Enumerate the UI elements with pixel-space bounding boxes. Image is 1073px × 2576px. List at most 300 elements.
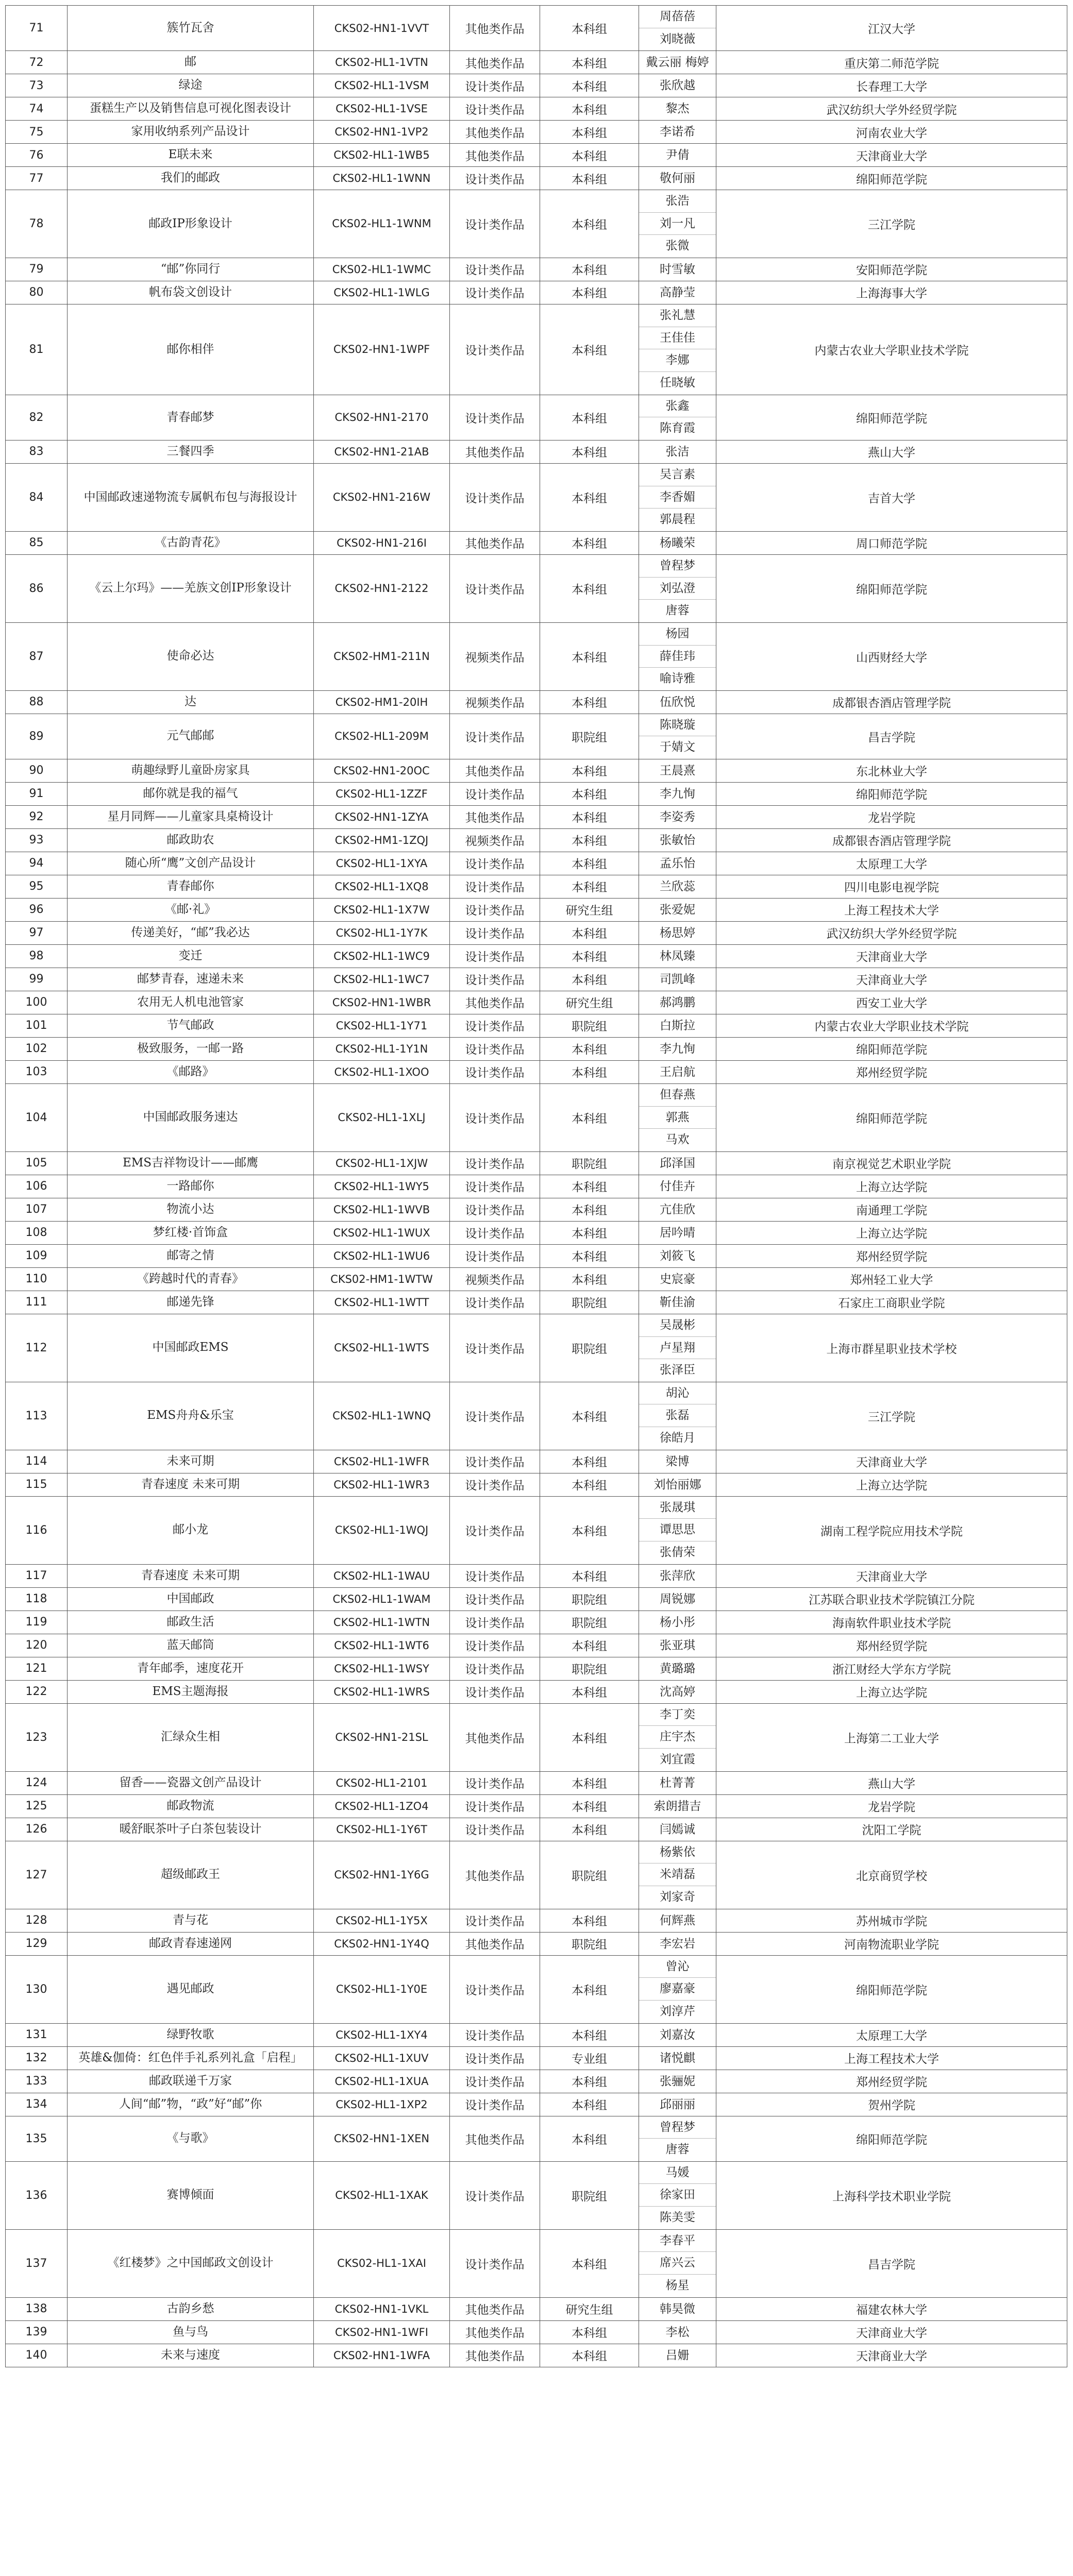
- work-title: 萌趣绿野儿童卧房家具: [68, 759, 314, 782]
- author-name: 何辉燕: [660, 1913, 695, 1927]
- table-row: [6, 1175, 1067, 1198]
- work-category: 设计类作品: [450, 1450, 540, 1473]
- work-code: CKS02-HL1-1WB5: [314, 144, 450, 167]
- work-title: 随心所“鹰”文创产品设计: [68, 852, 314, 875]
- work-code: CKS02-HL1-1Y6T: [314, 1818, 450, 1841]
- table-row: [6, 144, 1067, 167]
- author-list: [639, 805, 716, 828]
- work-code: CKS02-HN1-216I: [314, 531, 450, 554]
- author-list: [639, 97, 716, 121]
- work-title: 中国邮政服务速达: [68, 1083, 314, 1151]
- author-list: [639, 782, 716, 805]
- table-row: [6, 944, 1067, 968]
- work-title: 青春邮梦: [68, 395, 314, 440]
- author-name: 刘怡丽娜: [653, 1478, 701, 1492]
- entry-group: 研究生组: [540, 2297, 639, 2320]
- row-number: 139: [6, 2320, 68, 2344]
- school-name: 郑州经贸学院: [716, 1634, 1067, 1657]
- row-number: 135: [6, 2116, 68, 2161]
- entry-group: 本科组: [540, 1564, 639, 1587]
- work-category: 设计类作品: [450, 554, 540, 622]
- work-category: 设计类作品: [450, 1175, 540, 1198]
- table-row: [6, 395, 1067, 440]
- entry-group: 本科组: [540, 281, 639, 304]
- row-number: 74: [6, 97, 68, 121]
- row-number: 134: [6, 2093, 68, 2116]
- entry-group: 本科组: [540, 74, 639, 97]
- work-category: 设计类作品: [450, 395, 540, 440]
- author-name: 王晨熹: [660, 764, 695, 777]
- work-category: 设计类作品: [450, 2046, 540, 2070]
- work-title: 邮梦青春，速递未来: [68, 968, 314, 991]
- author-list: [639, 2229, 716, 2297]
- author-list: [639, 690, 716, 714]
- work-title: 《与歌》: [68, 2116, 314, 2161]
- school-name: 长春理工大学: [716, 74, 1067, 97]
- row-number: 97: [6, 921, 68, 944]
- row-number: 123: [6, 1703, 68, 1771]
- author-list: [639, 1473, 716, 1496]
- author-list: [639, 1634, 716, 1657]
- school-name: 上海工程技术大学: [716, 898, 1067, 921]
- school-name: 郑州经贸学院: [716, 2070, 1067, 2093]
- author-name: 薛佳玮: [639, 646, 716, 668]
- work-code: CKS02-HL1-1XLJ: [314, 1083, 450, 1151]
- work-title: 达: [68, 690, 314, 714]
- author-list: [639, 1037, 716, 1060]
- work-code: CKS02-HN1-1Y4Q: [314, 1932, 450, 1955]
- author-name: 梁博: [665, 1454, 690, 1468]
- author-list: [639, 2070, 716, 2093]
- school-name: 上海科学技术职业学院: [716, 2161, 1067, 2229]
- table-row: [6, 1611, 1067, 1634]
- school-name: 苏州城市学院: [716, 1909, 1067, 1932]
- row-number: 110: [6, 1267, 68, 1291]
- table-row: [6, 2320, 1067, 2344]
- work-category: 设计类作品: [450, 1198, 540, 1221]
- entry-group: 职院组: [540, 1587, 639, 1611]
- row-number: 136: [6, 2161, 68, 2229]
- work-category: 视频类作品: [450, 1267, 540, 1291]
- work-title: 未来可期: [68, 1450, 314, 1473]
- author-list: [639, 531, 716, 554]
- school-name: 绵阳师范学院: [716, 782, 1067, 805]
- author-list: [639, 190, 716, 258]
- entry-group: 本科组: [540, 2320, 639, 2344]
- work-title: 蓝天邮筒: [68, 1634, 314, 1657]
- row-number: 82: [6, 395, 68, 440]
- entry-group: 职院组: [540, 1657, 639, 1680]
- work-code: CKS02-HM1-1ZQJ: [314, 828, 450, 852]
- author-name: 曾程梦: [639, 2116, 716, 2139]
- table-row: [6, 875, 1067, 898]
- author-name: 兰欣蕊: [660, 879, 695, 893]
- table-row: [6, 531, 1067, 554]
- row-number: 118: [6, 1587, 68, 1611]
- entry-group: 本科组: [540, 805, 639, 828]
- work-code: CKS02-HL1-1WNM: [314, 190, 450, 258]
- author-list: [639, 898, 716, 921]
- school-name: 上海立达学院: [716, 1221, 1067, 1244]
- author-name: 张亚琪: [660, 1638, 695, 1652]
- author-list: [639, 1244, 716, 1267]
- work-title: 星月同辉——儿童家具桌椅设计: [68, 805, 314, 828]
- author-name: 于婧文: [660, 740, 695, 754]
- school-name: 江汉大学: [716, 6, 1067, 51]
- author-list: [639, 2344, 716, 2367]
- author-list: [639, 1382, 716, 1450]
- work-code: CKS02-HL1-1VSE: [314, 97, 450, 121]
- author-name: 张鑫: [639, 395, 716, 418]
- work-title: 一路邮你: [68, 1175, 314, 1198]
- work-title: 物流小达: [68, 1198, 314, 1221]
- school-name: 沈阳工学院: [716, 1818, 1067, 1841]
- table-row: [6, 1382, 1067, 1450]
- work-category: 设计类作品: [450, 1083, 540, 1151]
- author-name: 司凯峰: [660, 972, 695, 986]
- entry-group: 本科组: [540, 782, 639, 805]
- entry-group: 本科组: [540, 440, 639, 463]
- work-title: 古韵乡愁: [68, 2297, 314, 2320]
- row-number: 117: [6, 1564, 68, 1587]
- work-code: CKS02-HN1-1VP2: [314, 121, 450, 144]
- work-code: CKS02-HN1-1WFA: [314, 2344, 450, 2367]
- author-list: [639, 1680, 716, 1703]
- row-number: 93: [6, 828, 68, 852]
- work-category: 设计类作品: [450, 1909, 540, 1932]
- work-title: 《云上尔玛》——羌族文创IP形象设计: [68, 554, 314, 622]
- entry-group: 本科组: [540, 1382, 639, 1450]
- row-number: 106: [6, 1175, 68, 1198]
- work-code: CKS02-HL1-1WU6: [314, 1244, 450, 1267]
- school-name: 武汉纺织大学外经贸学院: [716, 921, 1067, 944]
- work-title: 邮小龙: [68, 1496, 314, 1564]
- row-number: 133: [6, 2070, 68, 2093]
- row-number: 120: [6, 1634, 68, 1657]
- table-row: [6, 782, 1067, 805]
- work-category: 其他类作品: [450, 2344, 540, 2367]
- work-category: 设计类作品: [450, 1634, 540, 1657]
- table-row: [6, 1703, 1067, 1771]
- school-name: 燕山大学: [716, 1771, 1067, 1794]
- table-body: [6, 6, 1067, 2367]
- entry-group: 本科组: [540, 1818, 639, 1841]
- school-name: 四川电影电视学院: [716, 875, 1067, 898]
- school-name: 石家庄工商职业学院: [716, 1291, 1067, 1314]
- author-name: 刘晓薇: [660, 32, 695, 46]
- table-row: [6, 690, 1067, 714]
- entry-group: 职院组: [540, 2161, 639, 2229]
- school-name: 南京视觉艺术职业学院: [716, 1151, 1067, 1175]
- entry-group: 本科组: [540, 852, 639, 875]
- entry-group: 本科组: [540, 1221, 639, 1244]
- table-row: [6, 1291, 1067, 1314]
- work-title: 农用无人机电池管家: [68, 991, 314, 1014]
- work-code: CKS02-HL1-1WRS: [314, 1680, 450, 1703]
- entry-group: 职院组: [540, 1314, 639, 1382]
- work-title: 三餐四季: [68, 440, 314, 463]
- author-list: [639, 1932, 716, 1955]
- table-row: [6, 281, 1067, 304]
- author-name: 周锐娜: [660, 1592, 695, 1606]
- author-name: 李九恂: [660, 787, 695, 801]
- author-list: [639, 2046, 716, 2070]
- author-name: 孟乐怡: [660, 856, 695, 870]
- author-name: 刘宜霞: [660, 1753, 695, 1767]
- author-name: 杨紫依: [639, 1841, 716, 1864]
- table-row: [6, 805, 1067, 828]
- author-name: 吕姗: [665, 2348, 690, 2362]
- work-title: 邮: [68, 51, 314, 74]
- entry-group: 本科组: [540, 1450, 639, 1473]
- school-name: 江苏联合职业技术学院镇江分院: [716, 1587, 1067, 1611]
- work-code: CKS02-HN1-20OC: [314, 759, 450, 782]
- author-name: 马媛: [639, 2162, 716, 2184]
- work-code: CKS02-HL1-1XYA: [314, 852, 450, 875]
- school-name: 湖南工程学院应用技术学院: [716, 1496, 1067, 1564]
- school-name: 天津商业大学: [716, 944, 1067, 968]
- table-row: [6, 1060, 1067, 1083]
- school-name: 河南物流职业学院: [716, 1932, 1067, 1955]
- work-code: CKS02-HL1-1WTT: [314, 1291, 450, 1314]
- work-title: 邮政生活: [68, 1611, 314, 1634]
- author-name: 高静莹: [660, 285, 695, 299]
- work-title: 《邮·礼》: [68, 898, 314, 921]
- author-name: 陈育霞: [660, 421, 695, 435]
- entry-group: 本科组: [540, 531, 639, 554]
- author-list: [639, 1198, 716, 1221]
- work-title: 青春速度 未来可期: [68, 1473, 314, 1496]
- work-category: 设计类作品: [450, 1060, 540, 1083]
- work-title: E联未来: [68, 144, 314, 167]
- work-title: 邮递先锋: [68, 1291, 314, 1314]
- row-number: 104: [6, 1083, 68, 1151]
- work-code: CKS02-HM1-211N: [314, 622, 450, 690]
- work-code: CKS02-HL1-1XP2: [314, 2093, 450, 2116]
- row-number: 108: [6, 1221, 68, 1244]
- author-list: [639, 1314, 716, 1382]
- work-title: 邮政物流: [68, 1794, 314, 1818]
- author-list: [639, 1221, 716, 1244]
- table-row: [6, 2297, 1067, 2320]
- author-name: 沈高婷: [660, 1685, 695, 1699]
- author-name: 王佳佳: [639, 327, 716, 350]
- work-title: 汇绿众生相: [68, 1703, 314, 1771]
- author-name: 李香媚: [639, 486, 716, 509]
- author-list: [639, 1587, 716, 1611]
- table-row: [6, 1037, 1067, 1060]
- work-title: 家用收纳系列产品设计: [68, 121, 314, 144]
- table-row: [6, 1473, 1067, 1496]
- work-code: CKS02-HN1-1XEN: [314, 2116, 450, 2161]
- work-title: 帆布袋文创设计: [68, 281, 314, 304]
- work-code: CKS02-HL1-1X7W: [314, 898, 450, 921]
- work-title: 绿野牧歌: [68, 2023, 314, 2046]
- work-title: 我们的邮政: [68, 167, 314, 190]
- author-name: 李娜: [639, 349, 716, 372]
- author-list: [639, 6, 716, 51]
- work-title: 邮政青春速递网: [68, 1932, 314, 1955]
- table-row: [6, 1198, 1067, 1221]
- work-title: 青年邮季，速度花开: [68, 1657, 314, 1680]
- entry-group: 本科组: [540, 1680, 639, 1703]
- author-name: 张倩荣: [660, 1546, 695, 1560]
- work-code: CKS02-HN1-21AB: [314, 440, 450, 463]
- school-name: 天津商业大学: [716, 1450, 1067, 1473]
- row-number: 112: [6, 1314, 68, 1382]
- entry-group: 本科组: [540, 921, 639, 944]
- author-list: [639, 1175, 716, 1198]
- school-name: 成都银杏酒店管理学院: [716, 690, 1067, 714]
- work-title: 邮政联递千万家: [68, 2070, 314, 2093]
- work-code: CKS02-HL1-1WT6: [314, 1634, 450, 1657]
- work-category: 设计类作品: [450, 1244, 540, 1267]
- author-name: 庄宇杰: [639, 1726, 716, 1749]
- school-name: 天津商业大学: [716, 144, 1067, 167]
- work-title: 《跨越时代的青春》: [68, 1267, 314, 1291]
- work-category: 设计类作品: [450, 1657, 540, 1680]
- author-name: 杨小彤: [660, 1615, 695, 1629]
- author-name: 郝鸿鹏: [660, 995, 695, 1009]
- work-code: CKS02-HL1-1Y5X: [314, 1909, 450, 1932]
- work-title: 中国邮政EMS: [68, 1314, 314, 1382]
- author-name: 张骊妮: [660, 2074, 695, 2088]
- author-list: [639, 121, 716, 144]
- author-name: 杨星: [665, 2278, 690, 2292]
- author-name: 张磊: [639, 1404, 716, 1427]
- table-row: [6, 1151, 1067, 1175]
- work-code: CKS02-HL1-1VTN: [314, 51, 450, 74]
- author-list: [639, 1657, 716, 1680]
- work-title: 赛博倾面: [68, 2161, 314, 2229]
- entry-group: 本科组: [540, 6, 639, 51]
- table-row: [6, 714, 1067, 759]
- work-code: CKS02-HN1-216W: [314, 463, 450, 531]
- row-number: 90: [6, 759, 68, 782]
- row-number: 111: [6, 1291, 68, 1314]
- work-code: CKS02-HN1-1VKL: [314, 2297, 450, 2320]
- work-code: CKS02-HL1-1XAI: [314, 2229, 450, 2297]
- entry-group: 本科组: [540, 463, 639, 531]
- school-name: 绵阳师范学院: [716, 1083, 1067, 1151]
- author-name: 吴晟彬: [639, 1314, 716, 1337]
- work-category: 设计类作品: [450, 190, 540, 258]
- school-name: 河南农业大学: [716, 121, 1067, 144]
- work-category: 设计类作品: [450, 1587, 540, 1611]
- work-category: 设计类作品: [450, 304, 540, 395]
- work-code: CKS02-HL1-1Y71: [314, 1014, 450, 1037]
- row-number: 87: [6, 622, 68, 690]
- author-name: 陈晓璇: [639, 714, 716, 737]
- work-category: 设计类作品: [450, 852, 540, 875]
- author-list: [639, 304, 716, 395]
- row-number: 130: [6, 1955, 68, 2023]
- table-row: [6, 74, 1067, 97]
- row-number: 103: [6, 1060, 68, 1083]
- row-number: 73: [6, 74, 68, 97]
- author-list: [639, 144, 716, 167]
- work-code: CKS02-HL1-1WFR: [314, 1450, 450, 1473]
- work-code: CKS02-HL1-1ZO4: [314, 1794, 450, 1818]
- work-code: CKS02-HL1-1WNQ: [314, 1382, 450, 1450]
- work-code: CKS02-HL1-1WC7: [314, 968, 450, 991]
- author-name: 李松: [665, 2325, 690, 2339]
- entry-group: 研究生组: [540, 991, 639, 1014]
- author-list: [639, 1267, 716, 1291]
- entry-group: 本科组: [540, 759, 639, 782]
- work-category: 设计类作品: [450, 1680, 540, 1703]
- author-name: 居吟晴: [660, 1226, 695, 1240]
- work-title: EMS主题海报: [68, 1680, 314, 1703]
- table-row: [6, 852, 1067, 875]
- work-category: 其他类作品: [450, 531, 540, 554]
- entry-group: 本科组: [540, 304, 639, 395]
- entry-group: 职院组: [540, 1841, 639, 1909]
- author-list: [639, 1450, 716, 1473]
- work-category: 设计类作品: [450, 944, 540, 968]
- entry-group: 本科组: [540, 1060, 639, 1083]
- table-row: [6, 921, 1067, 944]
- work-code: CKS02-HL1-1XOO: [314, 1060, 450, 1083]
- school-name: 上海立达学院: [716, 1680, 1067, 1703]
- table-row: [6, 440, 1067, 463]
- table-row: [6, 1267, 1067, 1291]
- table-row: [6, 304, 1067, 395]
- author-name: 黄璐璐: [660, 1662, 695, 1675]
- author-list: [639, 991, 716, 1014]
- school-name: 郑州经贸学院: [716, 1244, 1067, 1267]
- table-row: [6, 991, 1067, 1014]
- work-code: CKS02-HL1-1WAU: [314, 1564, 450, 1587]
- author-list: [639, 1818, 716, 1841]
- author-name: 刘嘉汝: [660, 2028, 695, 2042]
- author-name: 唐蓉: [665, 604, 690, 618]
- entry-group: 本科组: [540, 1083, 639, 1151]
- row-number: 78: [6, 190, 68, 258]
- author-list: [639, 1060, 716, 1083]
- work-title: 蛋糕生产以及销售信息可视化图表设计: [68, 97, 314, 121]
- school-name: 绵阳师范学院: [716, 554, 1067, 622]
- table-row: [6, 463, 1067, 531]
- school-name: 海南软件职业技术学院: [716, 1611, 1067, 1634]
- author-name: 杨曦荣: [660, 536, 695, 550]
- row-number: 77: [6, 167, 68, 190]
- work-category: 设计类作品: [450, 1291, 540, 1314]
- table-row: [6, 1657, 1067, 1680]
- table-row: [6, 1587, 1067, 1611]
- entry-group: 本科组: [540, 1473, 639, 1496]
- author-name: 胡沁: [639, 1382, 716, 1405]
- work-title: 邮政IP形象设计: [68, 190, 314, 258]
- school-name: 贺州学院: [716, 2093, 1067, 2116]
- author-name: 张晟琪: [639, 1497, 716, 1519]
- row-number: 116: [6, 1496, 68, 1564]
- table-row: [6, 2023, 1067, 2046]
- work-code: CKS02-HN1-1WPF: [314, 304, 450, 395]
- row-number: 75: [6, 121, 68, 144]
- work-title: 梦红楼·首饰盒: [68, 1221, 314, 1244]
- school-name: 天津商业大学: [716, 2344, 1067, 2367]
- author-list: [639, 2297, 716, 2320]
- table-row: [6, 1955, 1067, 2023]
- entry-group: 本科组: [540, 690, 639, 714]
- author-name: 白斯拉: [660, 1019, 695, 1032]
- author-name: 张浩: [639, 190, 716, 213]
- work-category: 其他类作品: [450, 1932, 540, 1955]
- row-number: 81: [6, 304, 68, 395]
- work-code: CKS02-HN1-21SL: [314, 1703, 450, 1771]
- work-category: 设计类作品: [450, 1314, 540, 1382]
